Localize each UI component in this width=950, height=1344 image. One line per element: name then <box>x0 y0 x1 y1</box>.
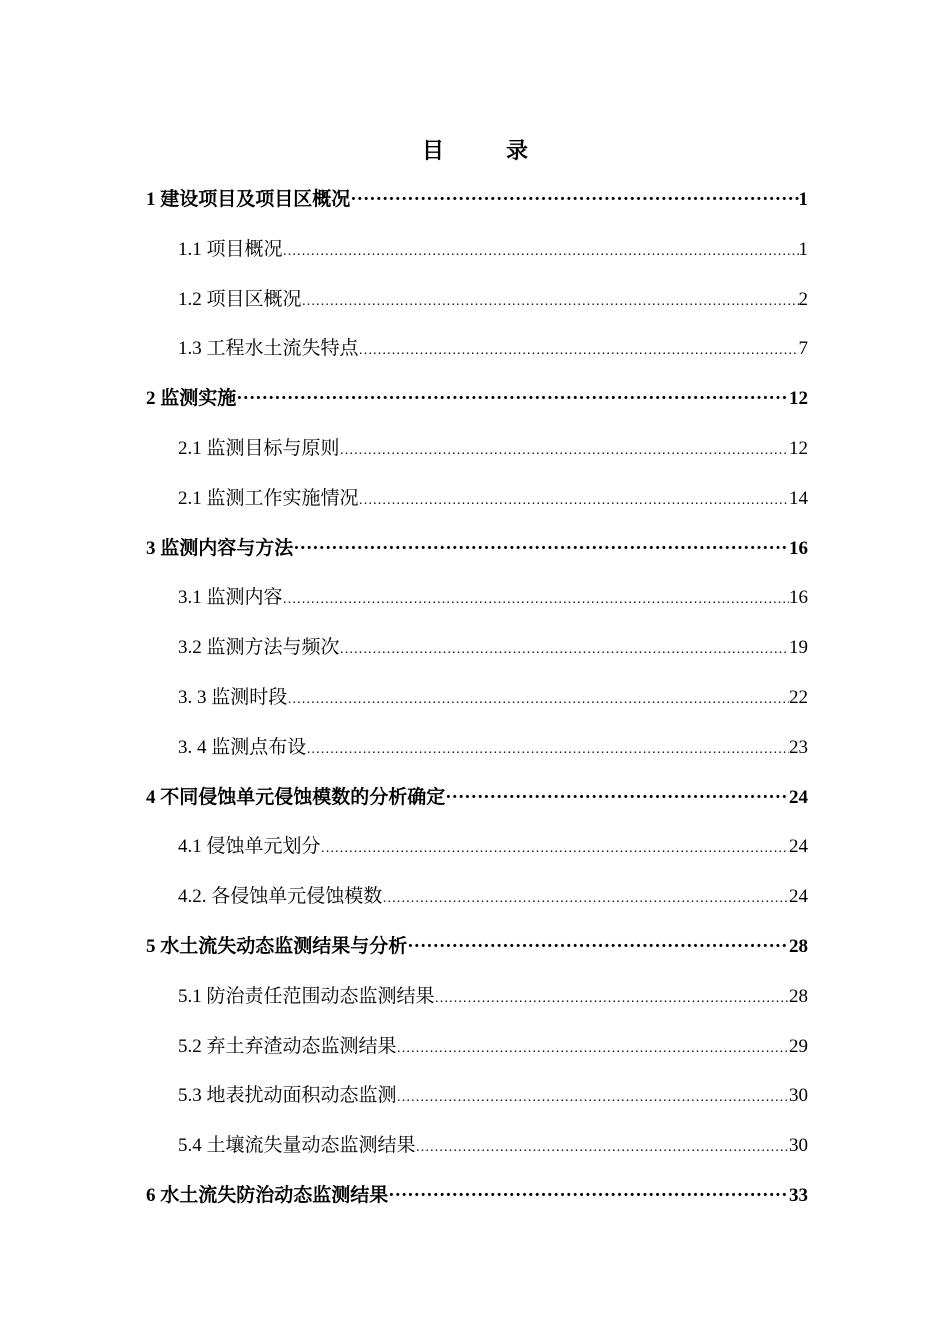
toc-section-entry[interactable] <box>146 1078 808 1128</box>
toc-dot-leader <box>287 680 789 718</box>
toc-section-entry[interactable] <box>146 282 808 332</box>
toc-section-entry[interactable] <box>146 232 808 282</box>
toc-entry-label: 6 水土流失防治动态监测结果 <box>146 1184 389 1206</box>
toc-title <box>0 134 950 165</box>
toc-section-entry[interactable] <box>146 730 808 780</box>
toc-entry-label: 3. 3 监测时段 <box>178 686 288 708</box>
toc-page-number: 12 <box>789 437 808 459</box>
toc-section-entry[interactable] <box>146 481 808 531</box>
toc-dot-leader <box>350 182 798 218</box>
toc-entry-label: 2.1 监测目标与原则 <box>178 437 340 459</box>
toc-entry-label: 5 水土流失动态监测结果与分析 <box>146 935 408 957</box>
toc-section-entry[interactable] <box>146 829 808 879</box>
toc-entry-label: 5.2 弃土弃渣动态监测结果 <box>178 1035 397 1057</box>
toc-dot-leader <box>321 829 789 867</box>
toc-section-entry[interactable] <box>146 630 808 680</box>
toc-chapter-entry[interactable] <box>146 531 808 581</box>
toc-page-number: 28 <box>789 935 808 957</box>
toc-page-number: 29 <box>789 1035 808 1057</box>
toc-page-number: 1 <box>798 189 808 210</box>
toc-section-entry[interactable] <box>146 680 808 730</box>
toc-page-number: 33 <box>789 1184 808 1206</box>
toc-dot-leader <box>293 531 789 567</box>
toc-dot-leader <box>283 232 799 270</box>
toc-section-entry[interactable] <box>146 580 808 630</box>
toc-list <box>146 182 808 1228</box>
toc-entry-label: 1.2 项目区概况 <box>178 288 302 310</box>
toc-entry-label: 3.2 监测方法与频次 <box>178 637 340 659</box>
toc-page-number: 14 <box>789 487 808 509</box>
toc-dot-leader <box>340 630 789 668</box>
toc-dot-leader <box>416 1128 789 1166</box>
toc-entry-label: 3 监测内容与方法 <box>146 537 294 559</box>
toc-entry-label: 2.1 监测工作实施情况 <box>178 487 359 509</box>
toc-page-number: 30 <box>789 1135 808 1157</box>
toc-page-number: 12 <box>789 388 808 410</box>
toc-chapter-entry[interactable] <box>146 929 808 979</box>
toc-page-number: 19 <box>789 637 808 659</box>
toc-chapter-entry[interactable] <box>146 1178 808 1228</box>
toc-section-entry[interactable] <box>146 979 808 1029</box>
toc-page-number: 7 <box>798 338 808 360</box>
toc-page-number: 16 <box>789 587 808 609</box>
toc-page-number: 22 <box>789 686 808 708</box>
toc-page-number: 1 <box>798 238 808 260</box>
toc-dot-leader <box>236 381 789 417</box>
toc-page-number: 24 <box>789 886 808 908</box>
toc-entry-label: 3. 4 监测点布设 <box>178 736 307 758</box>
toc-dot-leader <box>359 481 789 519</box>
toc-chapter-entry[interactable] <box>146 182 808 232</box>
toc-page-number: 28 <box>789 985 808 1007</box>
toc-dot-leader <box>407 929 789 965</box>
toc-dot-leader <box>283 580 789 618</box>
toc-dot-leader <box>302 282 799 320</box>
toc-entry-label: 1.3 工程水土流失特点 <box>178 338 359 360</box>
toc-page-number: 16 <box>789 537 808 559</box>
toc-entry-label: 3.1 监测内容 <box>178 587 283 609</box>
toc-entry-label: 4.2. 各侵蚀单元侵蚀模数 <box>178 886 383 908</box>
toc-dot-leader <box>397 1029 789 1067</box>
toc-entry-label: 1.1 项目概况 <box>178 238 283 260</box>
toc-dot-leader <box>359 331 799 369</box>
toc-entry-label: 5.1 防治责任范围动态监测结果 <box>178 985 435 1007</box>
toc-entry-label: 5.3 地表扰动面积动态监测 <box>178 1085 397 1107</box>
toc-page-number: 30 <box>789 1085 808 1107</box>
toc-dot-leader <box>382 879 789 917</box>
toc-page-number: 2 <box>798 288 808 310</box>
toc-section-entry[interactable] <box>146 1029 808 1079</box>
toc-chapter-entry[interactable] <box>146 381 808 431</box>
toc-dot-leader <box>306 730 789 768</box>
toc-dot-leader <box>388 1178 789 1214</box>
toc-entry-label: 4 不同侵蚀单元侵蚀模数的分析确定 <box>146 786 446 808</box>
toc-title-left: 目 <box>421 138 444 163</box>
toc-page-number: 23 <box>789 736 808 758</box>
toc-section-entry[interactable] <box>146 879 808 929</box>
toc-title-right: 录 <box>506 138 529 163</box>
toc-section-entry[interactable] <box>146 331 808 381</box>
toc-page-number: 24 <box>789 836 808 858</box>
toc-entry-label: 1 建设项目及项目区概况 <box>146 189 351 210</box>
toc-dot-leader <box>397 1078 789 1116</box>
toc-section-entry[interactable] <box>146 1128 808 1178</box>
toc-section-entry[interactable] <box>146 431 808 481</box>
toc-entry-label: 2 监测实施 <box>146 388 237 410</box>
toc-dot-leader <box>435 979 789 1017</box>
toc-page-number: 24 <box>789 786 808 808</box>
toc-dot-leader <box>340 431 789 469</box>
toc-entry-label: 5.4 土壤流失量动态监测结果 <box>178 1135 416 1157</box>
toc-chapter-entry[interactable] <box>146 780 808 830</box>
toc-entry-label: 4.1 侵蚀单元划分 <box>178 836 321 858</box>
toc-dot-leader <box>445 780 789 816</box>
